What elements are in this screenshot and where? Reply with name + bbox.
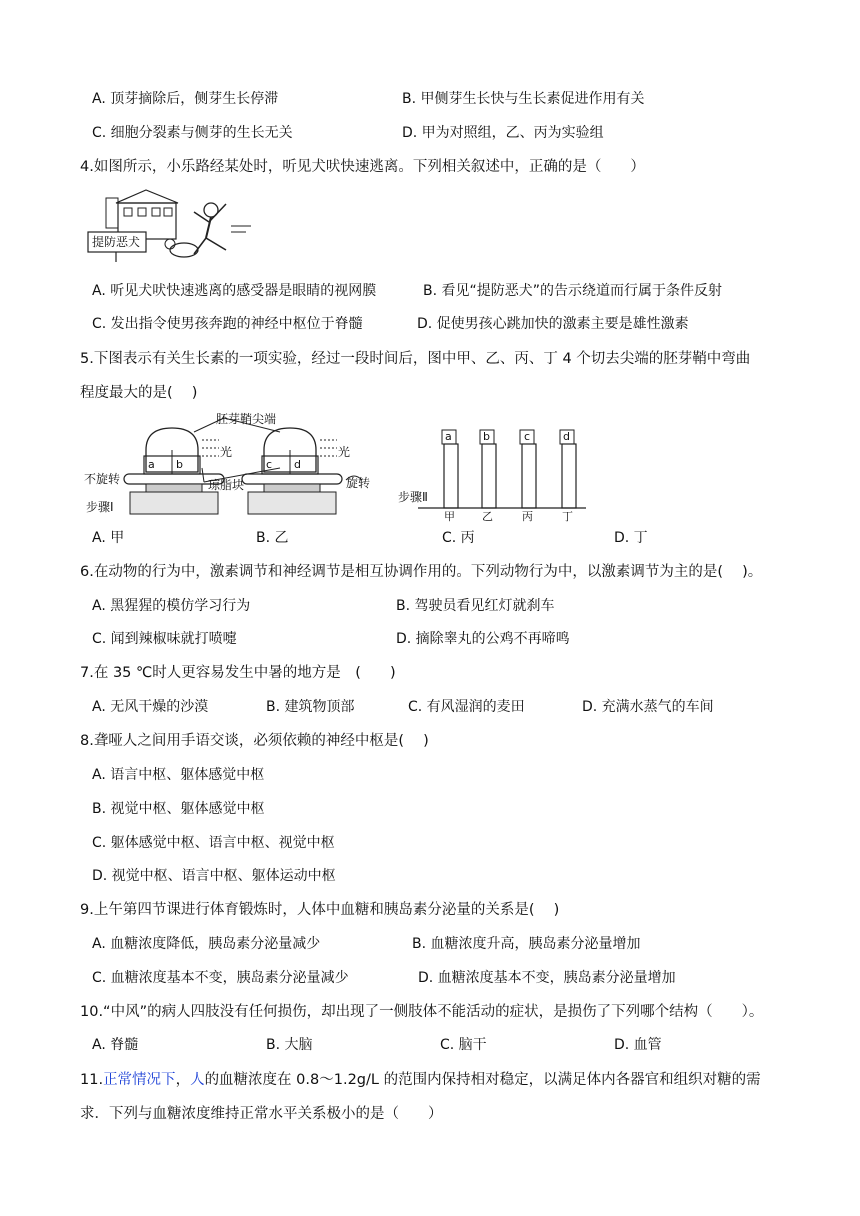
q4-option-c: C. 发出指令使男孩奔跑的神经中枢位于脊髓: [92, 316, 363, 332]
q11-number: 11.: [80, 1072, 104, 1088]
q7-option-a: A. 无风干燥的沙漠: [92, 699, 209, 715]
q9-option-a: A. 血糖浓度降低，胰岛素分泌量减少: [92, 936, 321, 952]
block-c: c: [266, 458, 273, 471]
step2-block-c: c: [524, 430, 531, 443]
label-coleoptile-tip: 胚芽鞘尖端: [216, 412, 277, 426]
q5-stem-line1: 5.下图表示有关生长素的一项实验，经过一段时间后，图中甲、乙、丙、丁 4 个切去尖端的胚芽鞘中弯曲: [80, 351, 751, 367]
label-light-left: 光: [220, 445, 233, 459]
q4-stem: 4.如图所示，小乐路经某处时，听见犬吠快速逃离。下列相关叙述中，正确的是（ ）: [80, 159, 645, 175]
block-b: b: [176, 458, 183, 471]
q5-step1-figure: [84, 410, 394, 522]
q4-option-a: A. 听见犬吠快速逃离的感受器是眼睛的视网膜: [92, 283, 377, 299]
q5-option-c: C. 丙: [442, 530, 475, 546]
q10-option-c: C. 脑干: [440, 1037, 487, 1053]
q6-option-b: B. 驾驶员看见红灯就刹车: [396, 598, 555, 614]
q4-option-d: D. 促使男孩心跳加快的激素主要是雄性激素: [417, 316, 689, 332]
q7-option-d: D. 充满水蒸气的车间: [582, 699, 714, 715]
q11-stem-line2: 求．下列与血糖浓度维持正常水平关系极小的是（ ）: [80, 1106, 443, 1122]
q9-stem: 9.上午第四节课进行体育锻炼时，人体中血糖和胰岛素分泌量的关系是( ): [80, 902, 560, 918]
q4-option-b: B. 看见“提防恶犬”的告示绕道而行属于条件反射: [423, 283, 723, 299]
q7-option-b: B. 建筑物顶部: [266, 699, 355, 715]
q3-option-a: A. 顶芽摘除后，侧芽生长停滞: [92, 91, 279, 107]
step2-block-b: b: [483, 430, 490, 443]
q5-option-b: B. 乙: [256, 530, 289, 546]
q5-option-d: D. 丁: [614, 530, 648, 546]
q10-option-a: A. 脊髓: [92, 1037, 139, 1053]
q6-stem: 6.在动物的行为中，激素调节和神经调节是相互协调作用的。下列动物行为中，以激素调节为主的是( )。: [80, 564, 763, 580]
q4-figure: [86, 188, 256, 268]
q8-option-c: C. 躯体感觉中枢、语言中枢、视觉中枢: [92, 835, 335, 851]
label-agar-block: 琼脂块: [208, 478, 245, 492]
q11-stem-line1: [80, 1070, 761, 1090]
label-yi: 乙: [482, 510, 493, 523]
label-bing: 丙: [522, 510, 533, 523]
q10-option-b: B. 大脑: [266, 1037, 313, 1053]
q5-step2-figure: [398, 426, 588, 522]
label-jia: 甲: [444, 510, 455, 523]
block-a: a: [148, 458, 155, 471]
label-step2: 步骤Ⅱ: [398, 490, 428, 504]
q7-stem: 7.在 35 ℃时人更容易发生中暑的地方是 ( ): [80, 665, 396, 681]
q8-option-a: A. 语言中枢、躯体感觉中枢: [92, 767, 265, 783]
label-step1: 步骤Ⅰ: [86, 500, 114, 514]
q8-option-d: D. 视觉中枢、语言中枢、躯体运动中枢: [92, 868, 336, 884]
step2-block-d: d: [563, 430, 570, 443]
q8-option-b: B. 视觉中枢、躯体感觉中枢: [92, 801, 265, 817]
q11-highlight-normal: 正常情况下: [103, 1072, 176, 1088]
label-light-right: 光: [338, 445, 351, 459]
q3-option-d: D. 甲为对照组，乙、丙为实验组: [402, 125, 604, 141]
step2-block-a: a: [445, 430, 452, 443]
q5-option-a: A. 甲: [92, 530, 125, 546]
q11-highlight-person: 人: [190, 1072, 205, 1088]
q5-stem-line2: 程度最大的是( ): [80, 385, 198, 401]
label-rotate: 旋转: [346, 476, 371, 490]
q10-option-d: D. 血管: [614, 1037, 662, 1053]
block-d: d: [294, 458, 301, 471]
q11-comma: ，: [175, 1072, 191, 1088]
q7-option-c: C. 有风湿润的麦田: [408, 699, 525, 715]
label-ding: 丁: [562, 510, 573, 523]
q8-stem: 8.聋哑人之间用手语交谈，必须依赖的神经中枢是( ): [80, 733, 429, 749]
warning-sign-label: 提防恶犬: [92, 235, 141, 249]
label-no-rotate: 不旋转: [84, 472, 121, 486]
q9-option-d: D. 血糖浓度基本不变，胰岛素分泌量增加: [418, 970, 676, 986]
q6-option-c: C. 闻到辣椒味就打喷嚏: [92, 631, 237, 647]
q6-option-d: D. 摘除睾丸的公鸡不再啼鸣: [396, 631, 570, 647]
q9-option-c: C. 血糖浓度基本不变，胰岛素分泌量减少: [92, 970, 349, 986]
q10-stem: 10.“中风”的病人四肢没有任何损伤，却出现了一侧肢体不能活动的症状，是损伤了下列哪个结构（ ）。: [80, 1004, 764, 1020]
q3-option-c: C. 细胞分裂素与侧芽的生长无关: [92, 125, 293, 141]
q6-option-a: A. 黑猩猩的模仿学习行为: [92, 598, 251, 614]
q11-rest: 的血糖浓度在 0.8～1.2g/L 的范围内保持相对稳定，以满足体内各器官和组织对糖的需: [204, 1072, 761, 1088]
q9-option-b: B. 血糖浓度升高，胰岛素分泌量增加: [412, 936, 641, 952]
q3-option-b: B. 甲侧芽生长快与生长素促进作用有关: [402, 91, 645, 107]
running-boy-illustration: [86, 188, 256, 268]
